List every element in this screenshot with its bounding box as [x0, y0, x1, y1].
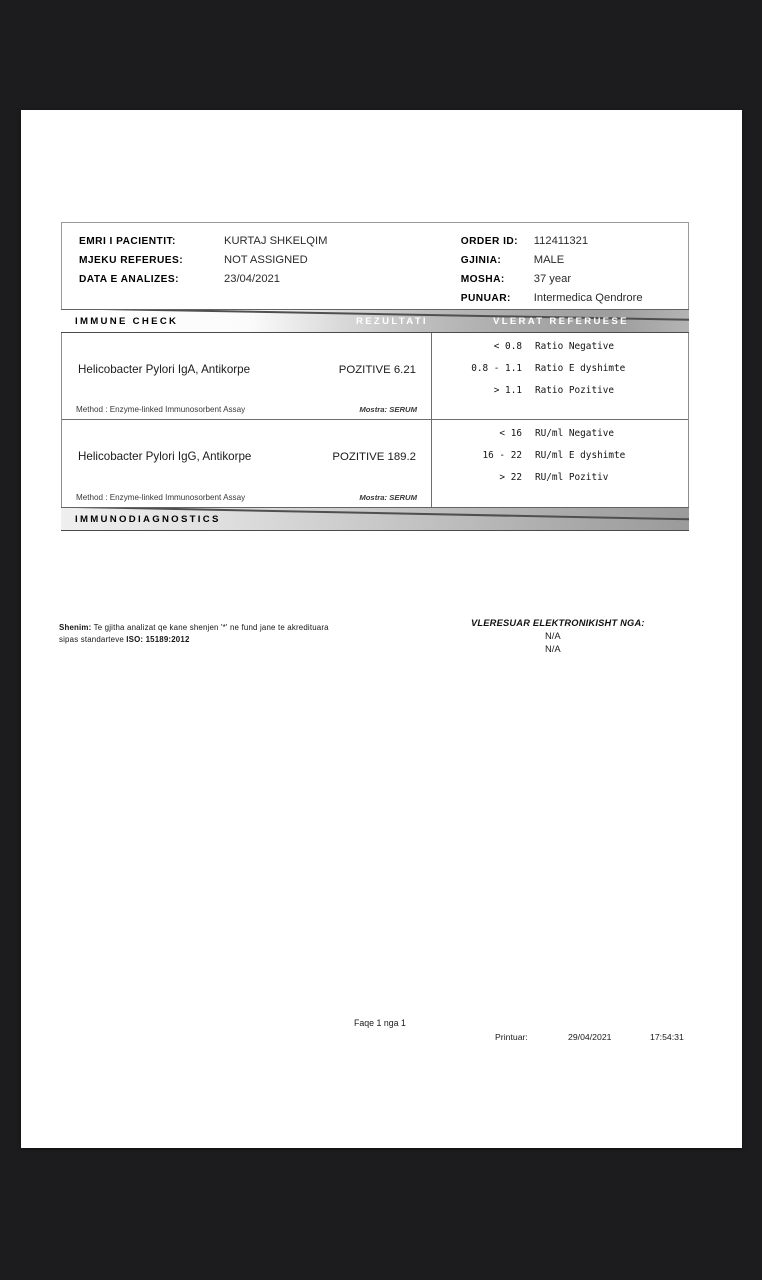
reference-line — [432, 450, 688, 472]
reference-range: > 1.1 — [493, 385, 522, 396]
validator-name-line-2: N/A — [545, 642, 561, 654]
test-result-value: POZITIVE 6.21 — [338, 364, 416, 376]
table-row — [62, 420, 688, 507]
test-method: Method : Enzyme-linked Immunosorbent Assay — [76, 405, 246, 414]
reference-range: < 16 — [499, 428, 522, 439]
value-performed-by: Intermedica Qendrore — [533, 292, 643, 304]
info-row-referring-doctor — [79, 251, 461, 270]
note-label: Shenim: — [59, 623, 92, 632]
info-row-analysis-date — [79, 270, 461, 289]
label-analysis-date: DATA E ANALIZES: — [79, 274, 180, 285]
value-patient-name: KURTAJ SHKELQIM — [224, 235, 328, 247]
patient-info-left-column — [62, 232, 461, 308]
reference-description: Ratio E dyshimte — [535, 363, 626, 374]
table-row-reference-cell — [432, 333, 688, 419]
page-number: Faqe 1 nga 1 — [354, 1018, 406, 1028]
test-meta-line — [62, 493, 431, 502]
patient-info-right-column — [461, 232, 688, 308]
info-row-gender — [461, 251, 688, 270]
reference-line — [432, 341, 688, 363]
table-row-reference-cell — [432, 420, 688, 507]
validation-title: VLERESUAR ELEKTRONIKISHT NGA: — [471, 618, 645, 628]
column-header-result: REZULTATI — [356, 316, 428, 327]
label-order-id: ORDER ID: — [460, 236, 519, 247]
test-meta-line — [62, 405, 431, 414]
reference-description: RU/ml Pozitiv — [535, 472, 609, 483]
accreditation-note — [59, 622, 404, 645]
column-header-reference-values: VLERAT REFERUESE — [493, 316, 629, 327]
reference-description: RU/ml Negative — [535, 428, 615, 439]
reference-range: < 0.8 — [493, 341, 522, 352]
value-order-id: 112411321 — [533, 235, 589, 247]
table-row — [62, 333, 688, 420]
info-row-performed-by — [461, 289, 688, 308]
print-time: 17:54:31 — [650, 1032, 684, 1042]
test-method: Method : Enzyme-linked Immunosorbent Assay — [76, 493, 246, 502]
test-result-value: POZITIVE 189.2 — [332, 451, 416, 463]
info-row-patient-name — [79, 232, 461, 251]
label-age: MOSHA: — [460, 274, 505, 285]
test-name: Helicobacter Pylori IgG, Antikorpe — [78, 450, 252, 463]
label-performed-by: PUNUAR: — [460, 293, 511, 304]
patient-info-box — [61, 222, 689, 316]
print-date: 29/04/2021 — [568, 1032, 612, 1042]
info-row-age — [461, 270, 688, 289]
column-header-section: IMMUNE CHECK — [75, 316, 179, 327]
reference-range: > 22 — [499, 472, 522, 483]
reference-description: RU/ml E dyshimte — [535, 450, 626, 461]
reference-line — [432, 472, 688, 494]
note-line-2-prefix: sipas standarteve — [59, 634, 127, 644]
label-gender: GJINIA: — [460, 255, 502, 266]
department-footer-band — [61, 507, 689, 531]
note-iso-standard: ISO: 15189:2012 — [126, 634, 190, 644]
test-name: Helicobacter Pylori IgA, Antikorpe — [78, 363, 251, 376]
test-sample-type: Mostra: SERUM — [359, 493, 417, 502]
reference-description: Ratio Pozitive — [535, 385, 615, 396]
label-referring-doctor: MJEKU REFERUES: — [79, 255, 184, 266]
value-referring-doctor: NOT ASSIGNED — [224, 254, 308, 266]
table-row-test-cell — [62, 420, 432, 507]
department-name: IMMUNODIAGNOSTICS — [75, 514, 221, 525]
value-gender: MALE — [533, 254, 565, 266]
reference-range: 16 - 22 — [482, 450, 522, 461]
value-analysis-date: 23/04/2021 — [224, 273, 280, 285]
reference-description: Ratio Negative — [535, 341, 615, 352]
value-age: 37 year — [533, 273, 572, 285]
info-row-order-id — [461, 232, 688, 251]
reference-line — [432, 385, 688, 407]
test-sample-type: Mostra: SERUM — [359, 405, 417, 414]
note-line-1: Te gjitha analizat qe kane shenjen '*' ne fund jane te akredituara — [91, 623, 329, 632]
electronic-validation-block — [471, 618, 711, 655]
table-row-test-cell — [62, 333, 432, 419]
results-table — [61, 333, 689, 507]
reference-line — [432, 363, 688, 385]
reference-range: 0.8 - 1.1 — [471, 363, 522, 374]
document-page — [21, 110, 742, 1148]
reference-line — [432, 428, 688, 450]
results-table-header-band — [61, 309, 689, 333]
validator-name-line-1: N/A — [545, 630, 561, 641]
print-label: Printuar: — [495, 1032, 528, 1042]
label-patient-name: EMRI I PACIENTIT: — [79, 236, 176, 247]
print-timestamp — [495, 1032, 684, 1042]
